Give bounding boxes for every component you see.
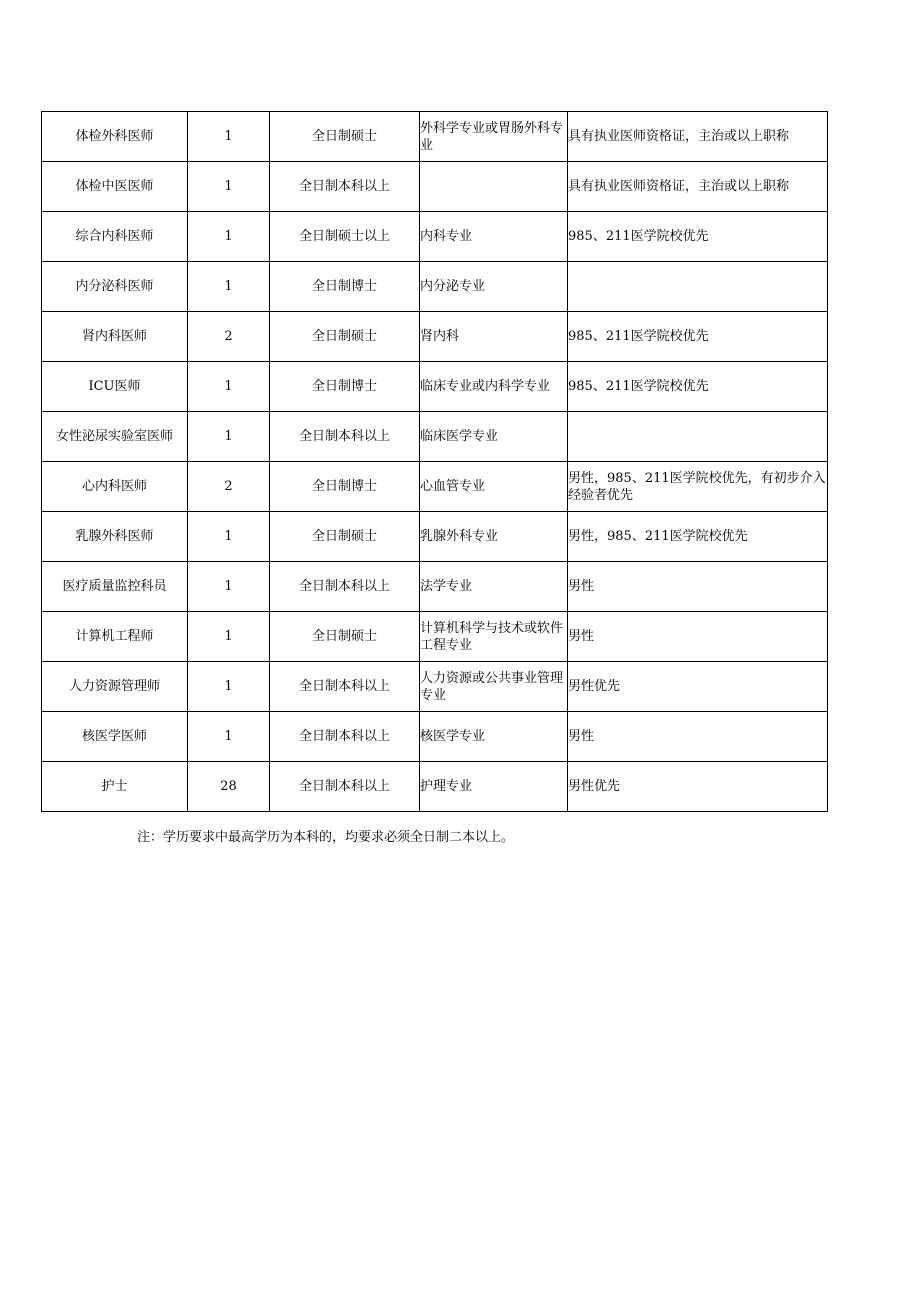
- position-cell: 人力资源管理师: [42, 662, 188, 712]
- major-cell: 乳腺外科专业: [420, 512, 568, 562]
- requirement-cell: 具有执业医师资格证，主治或以上职称: [568, 112, 828, 162]
- major-cell: 人力资源或公共事业管理专业: [420, 662, 568, 712]
- count-cell: 28: [188, 762, 270, 812]
- requirement-cell: 男性优先: [568, 662, 828, 712]
- major-cell: 计算机科学与技术或软件工程专业: [420, 612, 568, 662]
- table-row: [42, 562, 828, 612]
- education-cell: 全日制本科以上: [270, 712, 420, 762]
- table-row: [42, 712, 828, 762]
- education-cell: 全日制本科以上: [270, 662, 420, 712]
- count-cell: 1: [188, 212, 270, 262]
- major-cell: 核医学专业: [420, 712, 568, 762]
- position-cell: 乳腺外科医师: [42, 512, 188, 562]
- table-row: [42, 762, 828, 812]
- position-cell: 女性泌尿实验室医师: [42, 412, 188, 462]
- requirement-cell: 男性优先: [568, 762, 828, 812]
- education-cell: 全日制本科以上: [270, 762, 420, 812]
- major-cell: 内分泌专业: [420, 262, 568, 312]
- requirement-cell: 男性，985、211医学院校优先，有初步介入经验者优先: [568, 462, 828, 512]
- position-cell: 体检中医医师: [42, 162, 188, 212]
- requirement-cell: 男性: [568, 712, 828, 762]
- count-cell: 1: [188, 412, 270, 462]
- count-cell: 1: [188, 362, 270, 412]
- requirement-cell: 985、211医学院校优先: [568, 362, 828, 412]
- count-cell: 2: [188, 462, 270, 512]
- education-cell: 全日制硕士: [270, 512, 420, 562]
- major-cell: [420, 162, 568, 212]
- major-cell: 内科专业: [420, 212, 568, 262]
- requirement-cell: [568, 412, 828, 462]
- table-row: [42, 112, 828, 162]
- count-cell: 1: [188, 612, 270, 662]
- requirement-cell: 985、211医学院校优先: [568, 312, 828, 362]
- education-cell: 全日制硕士: [270, 112, 420, 162]
- position-cell: 计算机工程师: [42, 612, 188, 662]
- position-cell: 综合内科医师: [42, 212, 188, 262]
- count-cell: 1: [188, 662, 270, 712]
- recruitment-table-body: [42, 112, 828, 812]
- position-cell: 核医学医师: [42, 712, 188, 762]
- table-row: [42, 412, 828, 462]
- count-cell: 1: [188, 562, 270, 612]
- position-cell: 内分泌科医师: [42, 262, 188, 312]
- major-cell: 心血管专业: [420, 462, 568, 512]
- education-cell: 全日制硕士: [270, 612, 420, 662]
- requirement-cell: 具有执业医师资格证，主治或以上职称: [568, 162, 828, 212]
- major-cell: 护理专业: [420, 762, 568, 812]
- education-cell: 全日制博士: [270, 362, 420, 412]
- requirement-cell: 985、211医学院校优先: [568, 212, 828, 262]
- count-cell: 1: [188, 712, 270, 762]
- table-row: [42, 612, 828, 662]
- recruitment-table-container: [41, 111, 827, 812]
- table-row: [42, 162, 828, 212]
- table-row: [42, 462, 828, 512]
- major-cell: 肾内科: [420, 312, 568, 362]
- table-row: [42, 362, 828, 412]
- position-cell: 肾内科医师: [42, 312, 188, 362]
- count-cell: 1: [188, 162, 270, 212]
- major-cell: 法学专业: [420, 562, 568, 612]
- table-row: [42, 262, 828, 312]
- major-cell: 外科学专业或胃肠外科专业: [420, 112, 568, 162]
- requirement-cell: [568, 262, 828, 312]
- position-cell: 护士: [42, 762, 188, 812]
- count-cell: 1: [188, 262, 270, 312]
- count-cell: 1: [188, 112, 270, 162]
- requirement-cell: 男性: [568, 562, 828, 612]
- count-cell: 1: [188, 512, 270, 562]
- count-cell: 2: [188, 312, 270, 362]
- footnote: 注：学历要求中最高学历为本科的，均要求必须全日制二本以上。: [137, 830, 515, 845]
- table-row: [42, 212, 828, 262]
- position-cell: 体检外科医师: [42, 112, 188, 162]
- education-cell: 全日制博士: [270, 462, 420, 512]
- table-row: [42, 662, 828, 712]
- education-cell: 全日制硕士: [270, 312, 420, 362]
- position-cell: ICU医师: [42, 362, 188, 412]
- position-cell: 医疗质量监控科员: [42, 562, 188, 612]
- education-cell: 全日制硕士以上: [270, 212, 420, 262]
- requirement-cell: 男性: [568, 612, 828, 662]
- education-cell: 全日制本科以上: [270, 162, 420, 212]
- major-cell: 临床专业或内科学专业: [420, 362, 568, 412]
- education-cell: 全日制博士: [270, 262, 420, 312]
- education-cell: 全日制本科以上: [270, 562, 420, 612]
- position-cell: 心内科医师: [42, 462, 188, 512]
- major-cell: 临床医学专业: [420, 412, 568, 462]
- table-row: [42, 312, 828, 362]
- table-row: [42, 512, 828, 562]
- recruitment-table: [41, 111, 828, 812]
- requirement-cell: 男性，985、211医学院校优先: [568, 512, 828, 562]
- education-cell: 全日制本科以上: [270, 412, 420, 462]
